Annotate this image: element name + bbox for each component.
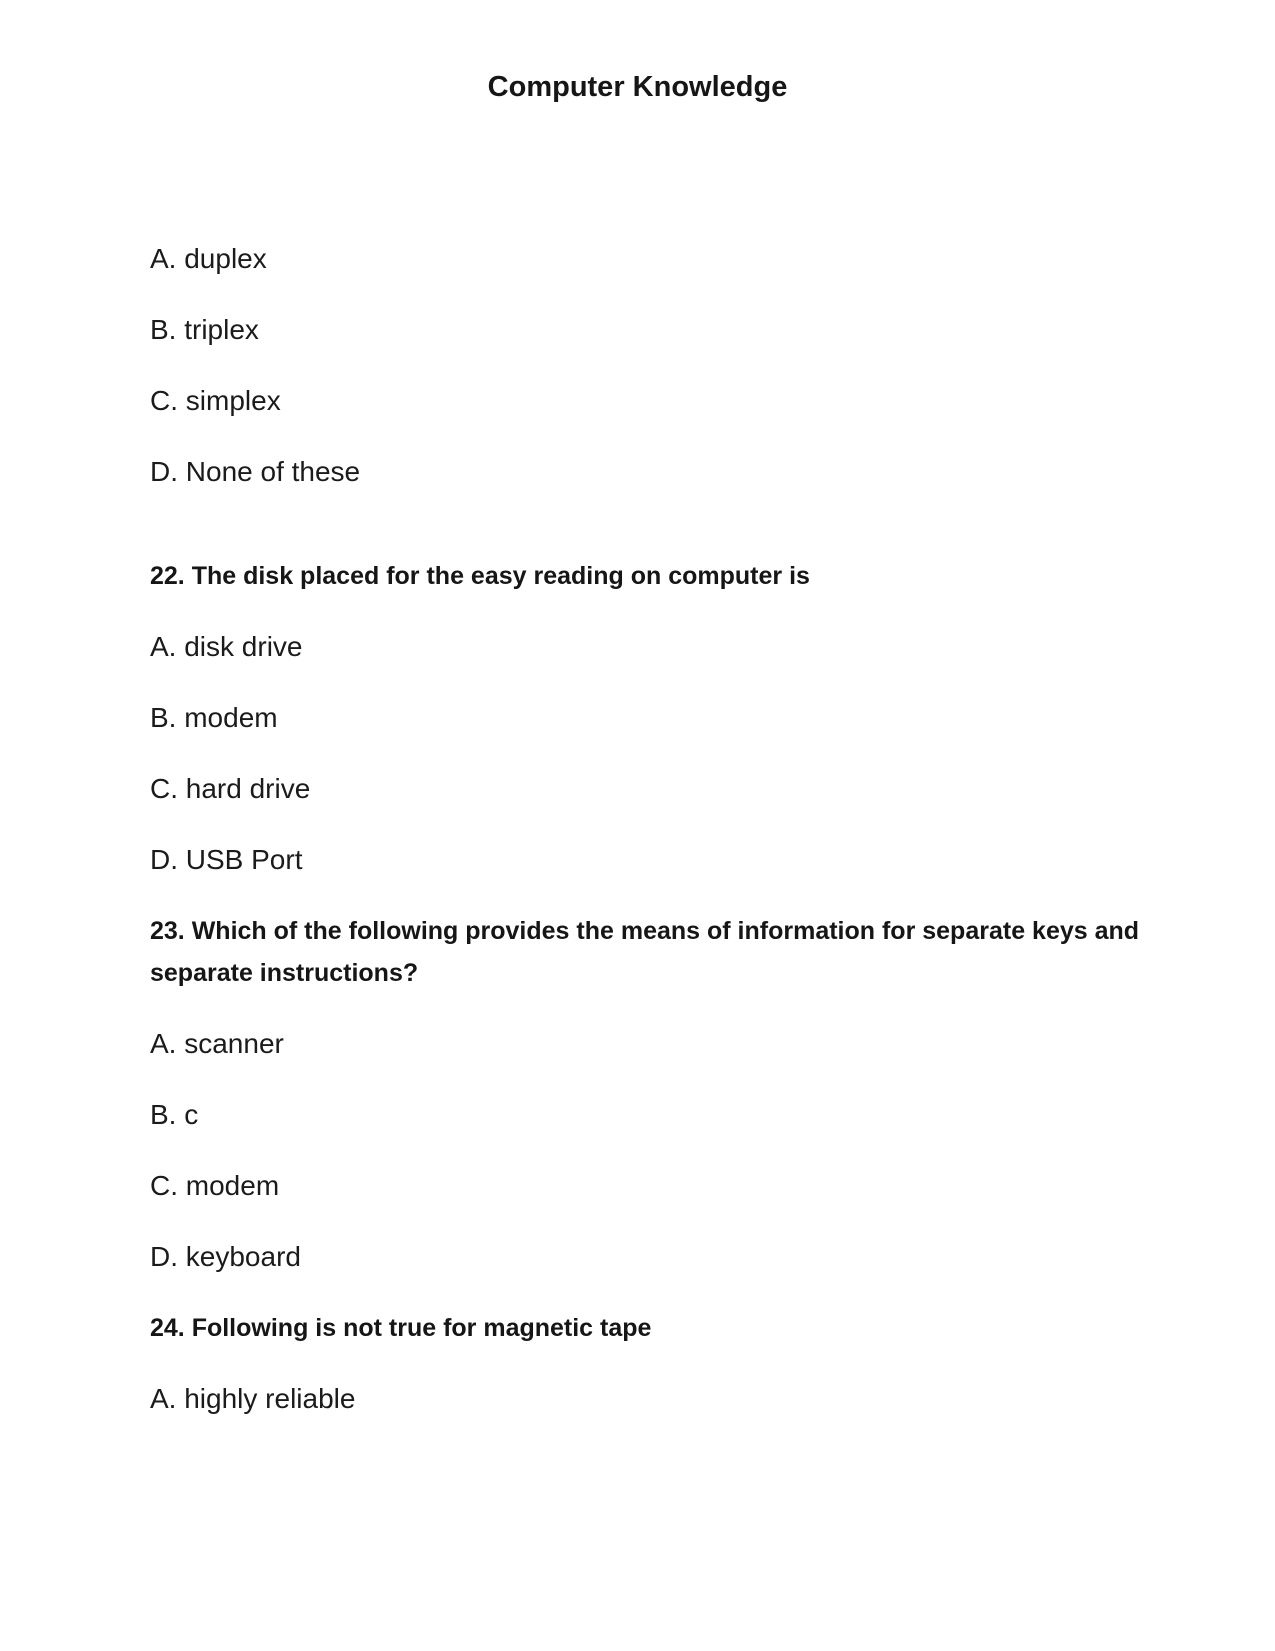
page-title: Computer Knowledge (487, 71, 788, 103)
question-22-option-b: B. modem (150, 702, 278, 733)
question-23-option-d: D. keyboard (150, 1241, 301, 1272)
question-22-option-d: D. USB Port (150, 844, 303, 875)
option-c: C. simplex (150, 385, 281, 416)
option-a: A. duplex (150, 243, 267, 274)
question-23: 23. Which of the following provides the means of information for separate keys and separate instructions? (150, 917, 1140, 987)
question-22-option-a: A. disk drive (150, 631, 303, 662)
question-24-option-a: A. highly reliable (150, 1383, 356, 1414)
options-block-unnumbered (150, 238, 1125, 493)
question-22: 22. The disk placed for the easy reading on computer is (150, 562, 810, 590)
question-23-option-a: A. scanner (150, 1028, 284, 1059)
question-23-block (150, 910, 1140, 1278)
question-23-option-b: B. c (150, 1099, 199, 1130)
option-b: B. triplex (150, 314, 259, 345)
question-23-option-c: C. modem (150, 1170, 280, 1201)
option-d: D. None of these (150, 456, 361, 487)
question-22-option-c: C. hard drive (150, 773, 311, 804)
question-24: 24. Following is not true for magnetic tape (150, 1314, 652, 1342)
question-24-block (150, 1307, 1125, 1420)
question-22-block (150, 555, 1125, 881)
